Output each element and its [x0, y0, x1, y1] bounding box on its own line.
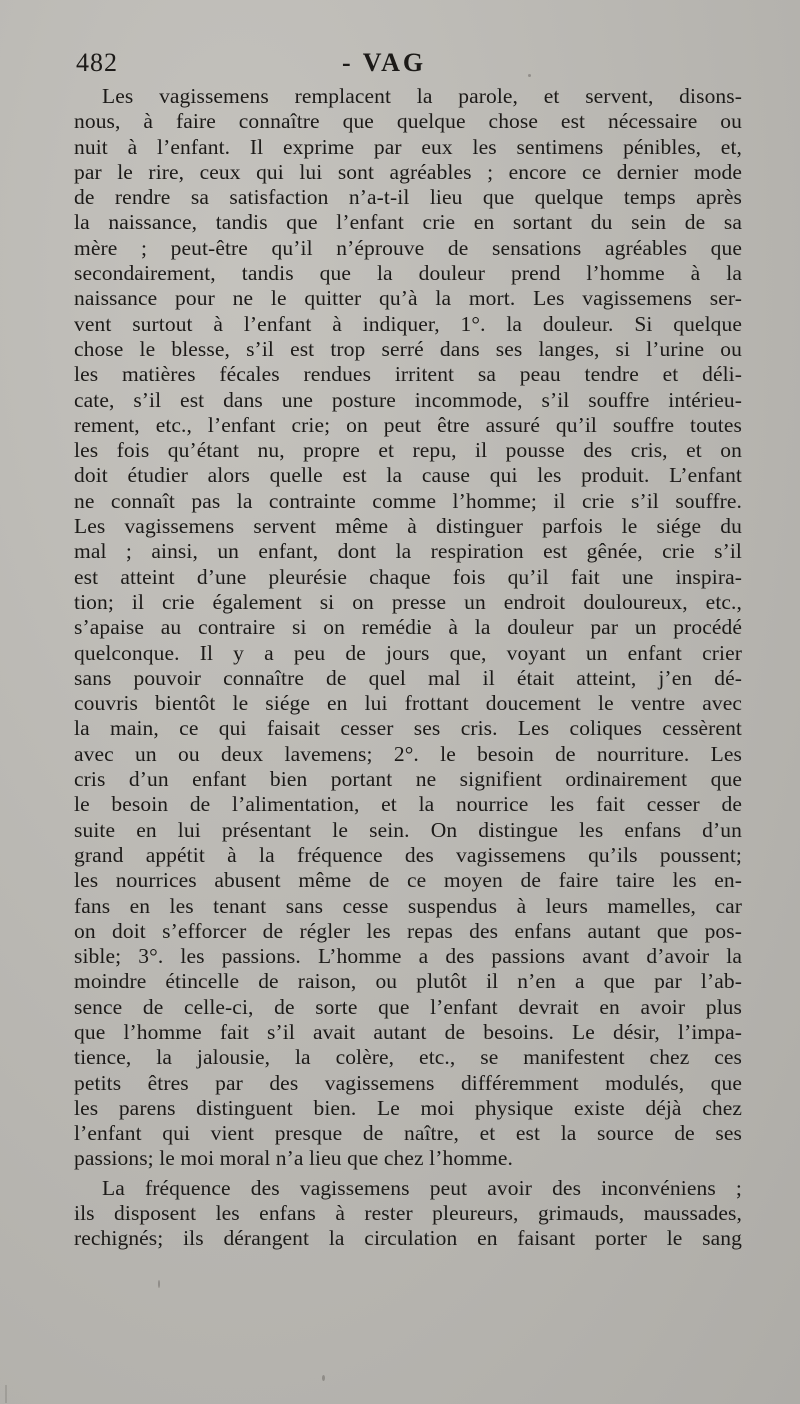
paper-speck [158, 1280, 160, 1288]
text-line: Les vagissemens servent même à distinguer parfois le siége du [74, 514, 742, 539]
text-line: l’enfant qui vient presque de naître, et est la source de ses [74, 1121, 742, 1146]
text-line: La fréquence des vagissemens peut avoir des inconvéniens ; [102, 1175, 742, 1200]
text-line: Les vagissemens remplacent la parole, et servent, disons- [102, 84, 742, 108]
text-line: couvris bientôt le siége en lui frottant doucement le ventre avec [74, 691, 742, 716]
text-line: ils disposent les enfans à rester pleureurs, grimauds, maussades, [74, 1201, 742, 1226]
text-line: s’apaise au contraire si on remédie à la douleur par un procédé [74, 615, 742, 640]
text-line: la naissance, tandis que l’enfant crie en sortant du sein de sa [74, 210, 742, 235]
text-line: tience, la jalousie, la colère, etc., se manifestent chez ces [74, 1045, 742, 1070]
text-line: avec un ou deux lavemens; 2°. le besoin de nourriture. Les [74, 741, 742, 766]
text-line: doit étudier alors quelle est la cause qui les produit. L’enfant [74, 463, 742, 488]
text-line: rement, etc., l’enfant crie; on peut être assuré qu’il souffre toutes [74, 412, 742, 437]
text-line: petits êtres par des vagissemens différemment modulés, que [74, 1070, 742, 1095]
paper-speck [528, 74, 531, 77]
body-text [74, 84, 742, 1252]
text-line: tion; il crie également si on presse un endroit douloureux, etc., [74, 589, 742, 614]
text-line: par le rire, ceux qui lui sont agréables ; encore ce dernier mode [74, 159, 742, 184]
text-line: de rendre sa satisfaction n’a-t-il lieu que quelque temps après [74, 185, 742, 210]
text-line: cate, s’il est dans une posture incommode, s’il souffre intérieu- [74, 387, 742, 412]
text-line: grand appétit à la fréquence des vagissemens qu’ils poussent; [74, 842, 742, 867]
paper-speck [322, 1375, 325, 1381]
text-line: nous, à faire connaître que quelque chose est nécessaire ou [74, 109, 742, 134]
text-line: mal ; ainsi, un enfant, dont la respiration est gênée, crie s’il [74, 539, 742, 564]
text-line: on doit s’efforcer de régler les repas des enfans autant que pos- [74, 918, 742, 943]
text-line: sible; 3°. les passions. L’homme a des passions avant d’avoir la [74, 944, 742, 969]
text-line: les fois qu’étant nu, propre et repu, il pousse des cris, et on [74, 438, 742, 463]
text-line: que l’homme fait s’il avait autant de besoins. Le désir, l’impa- [74, 1019, 742, 1044]
paragraph [74, 1176, 742, 1252]
text-line: nuit à l’enfant. Il exprime par eux les sentimens pénibles, et, [74, 134, 742, 159]
page-header [76, 46, 742, 80]
text-line: passions; le moi moral n’a lieu que chez l’homme. [74, 1146, 513, 1171]
text-line: ne connaît pas la contrainte comme l’homme; il crie s’il souffre. [74, 488, 742, 513]
text-line: secondairement, tandis que la douleur prend l’homme à la [74, 261, 742, 286]
page-number: 482 [76, 48, 118, 77]
text-line: sence de celle-ci, de sorte que l’enfant devrait en avoir plus [74, 994, 742, 1019]
paper-edge-mark [5, 1385, 7, 1403]
text-line: les matières fécales rendues irritent sa peau tendre et déli- [74, 362, 742, 387]
text-line: quelconque. Il y a peu de jours que, voyant un enfant crier [74, 640, 742, 665]
text-line: les nourrices abusent même de ce moyen de faire taire les en- [74, 868, 742, 893]
text-line: les parens distinguent bien. Le moi physique existe déjà chez [74, 1095, 742, 1120]
text-line: sans pouvoir connaître de quel mal il était atteint, j’en dé- [74, 665, 742, 690]
text-line: moindre étincelle de raison, ou plutôt il n’en a que par l’ab- [74, 969, 742, 994]
paragraph [74, 84, 742, 1172]
text-line: chose le blesse, s’il est trop serré dans ses langes, si l’urine ou [74, 336, 742, 361]
text-line: vent surtout à l’enfant à indiquer, 1°. la douleur. Si quelque [74, 311, 742, 336]
text-line: est atteint d’une pleurésie chaque fois qu’il fait une inspira- [74, 564, 742, 589]
text-line: le besoin de l’alimentation, et la nourrice les fait cesser de [74, 792, 742, 817]
text-line: suite en lui présentant le sein. On distingue les enfans d’un [74, 817, 742, 842]
running-head: - VAG [342, 48, 427, 77]
text-line: rechignés; ils dérangent la circulation en faisant porter le sang [74, 1226, 742, 1251]
text-line: mère ; peut-être qu’il n’éprouve de sensations agréables que [74, 235, 742, 260]
text-line: la main, ce qui faisait cesser ses cris. Les coliques cessèrent [74, 716, 742, 741]
text-line: cris d’un enfant bien portant ne signifient ordinairement que [74, 767, 742, 792]
text-line: fans en les tenant sans cesse suspendus à leurs mamelles, car [74, 893, 742, 918]
text-line: naissance pour ne le quitter qu’à la mort. Les vagissemens ser- [74, 286, 742, 311]
